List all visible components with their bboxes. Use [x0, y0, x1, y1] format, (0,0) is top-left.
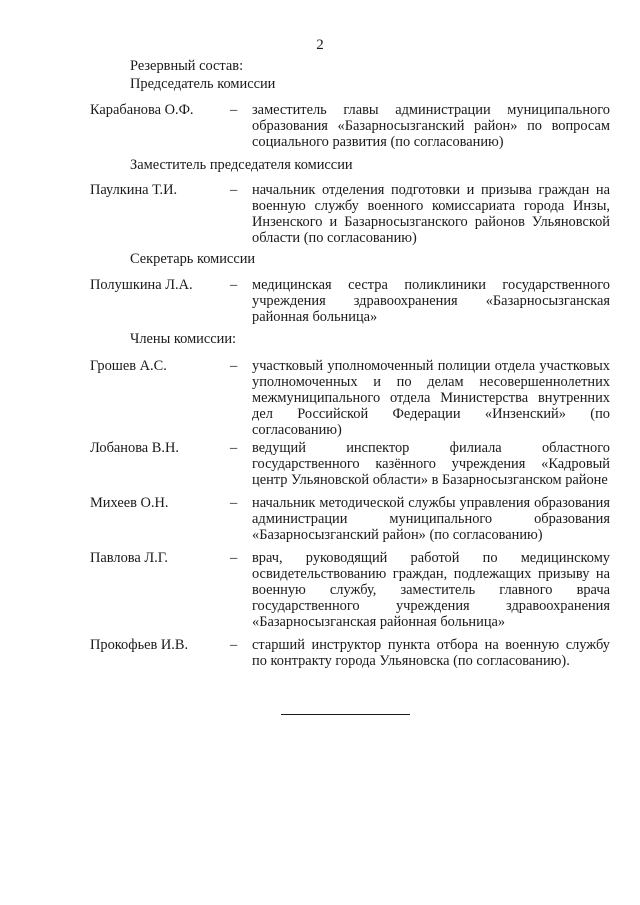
chairman-name: Карабанова О.Ф.	[90, 102, 194, 118]
member-description: старший инструктор пункта отбора на военную службу по контракту города Ульяновска (по согласованию).	[252, 637, 610, 669]
chairman-dash: –	[230, 102, 238, 118]
chairman-description: заместитель главы администрации муниципального образования «Базарносызганский район» по вопросам социального развития (по согласованию)	[252, 102, 610, 150]
member-name: Лобанова В.Н.	[90, 440, 179, 456]
deputy-heading: Заместитель председателя комиссии	[130, 157, 353, 173]
member-name: Грошев А.С.	[90, 358, 167, 374]
secretary-heading: Секретарь комиссии	[130, 251, 256, 267]
member-name: Павлова Л.Г.	[90, 550, 169, 566]
deputy-dash: –	[230, 182, 238, 198]
reserve-title: Резервный состав:	[130, 58, 244, 74]
member-dash: –	[230, 495, 238, 511]
deputy-name: Паулкина Т.И.	[90, 182, 178, 198]
members-heading: Члены комиссии:	[130, 331, 237, 347]
secretary-description: медицинская сестра поликлиники государственного учреждения здравоохранения «Базарносызганская районная больница»	[252, 277, 610, 325]
member-name: Михеев О.Н.	[90, 495, 169, 511]
closing-rule	[281, 714, 410, 715]
deputy-description: начальник отделения подготовки и призыва граждан на военную службу военного комиссариата города Инзы, Инзенского и Базарносызганского районов Ульяновской области (по согласованию)	[252, 182, 610, 246]
member-dash: –	[230, 637, 238, 653]
secretary-name: Полушкина Л.А.	[90, 277, 193, 293]
chairman-heading: Председатель комиссии	[130, 76, 276, 92]
member-name: Прокофьев И.В.	[90, 637, 189, 653]
member-description: участковый уполномоченный полиции отдела участковых уполномоченных и по делам несовершеннолетних межмуниципального отдела Министерства внутренних дел Российской Федерации «Инзенский» (по согласованию)	[252, 358, 610, 438]
member-dash: –	[230, 358, 238, 374]
member-description: начальник методической службы управления образования администрации муниципального образования «Базарносызганский район» (по согласованию)	[252, 495, 610, 543]
page-number: 2	[316, 37, 324, 53]
member-description: врач, руководящий работой по медицинскому освидетельствованию граждан, подлежащих призыву на военную службу, заместитель главного врача государственного учреждения здравоохранения «Базарносызганская районная больница»	[252, 550, 610, 630]
member-description: ведущий инспектор филиала областного государственного казённого учреждения «Кадровый центр Ульяновской области» в Базарносызганском районе	[252, 440, 610, 488]
member-dash: –	[230, 550, 238, 566]
member-dash: –	[230, 440, 238, 456]
secretary-dash: –	[230, 277, 238, 293]
